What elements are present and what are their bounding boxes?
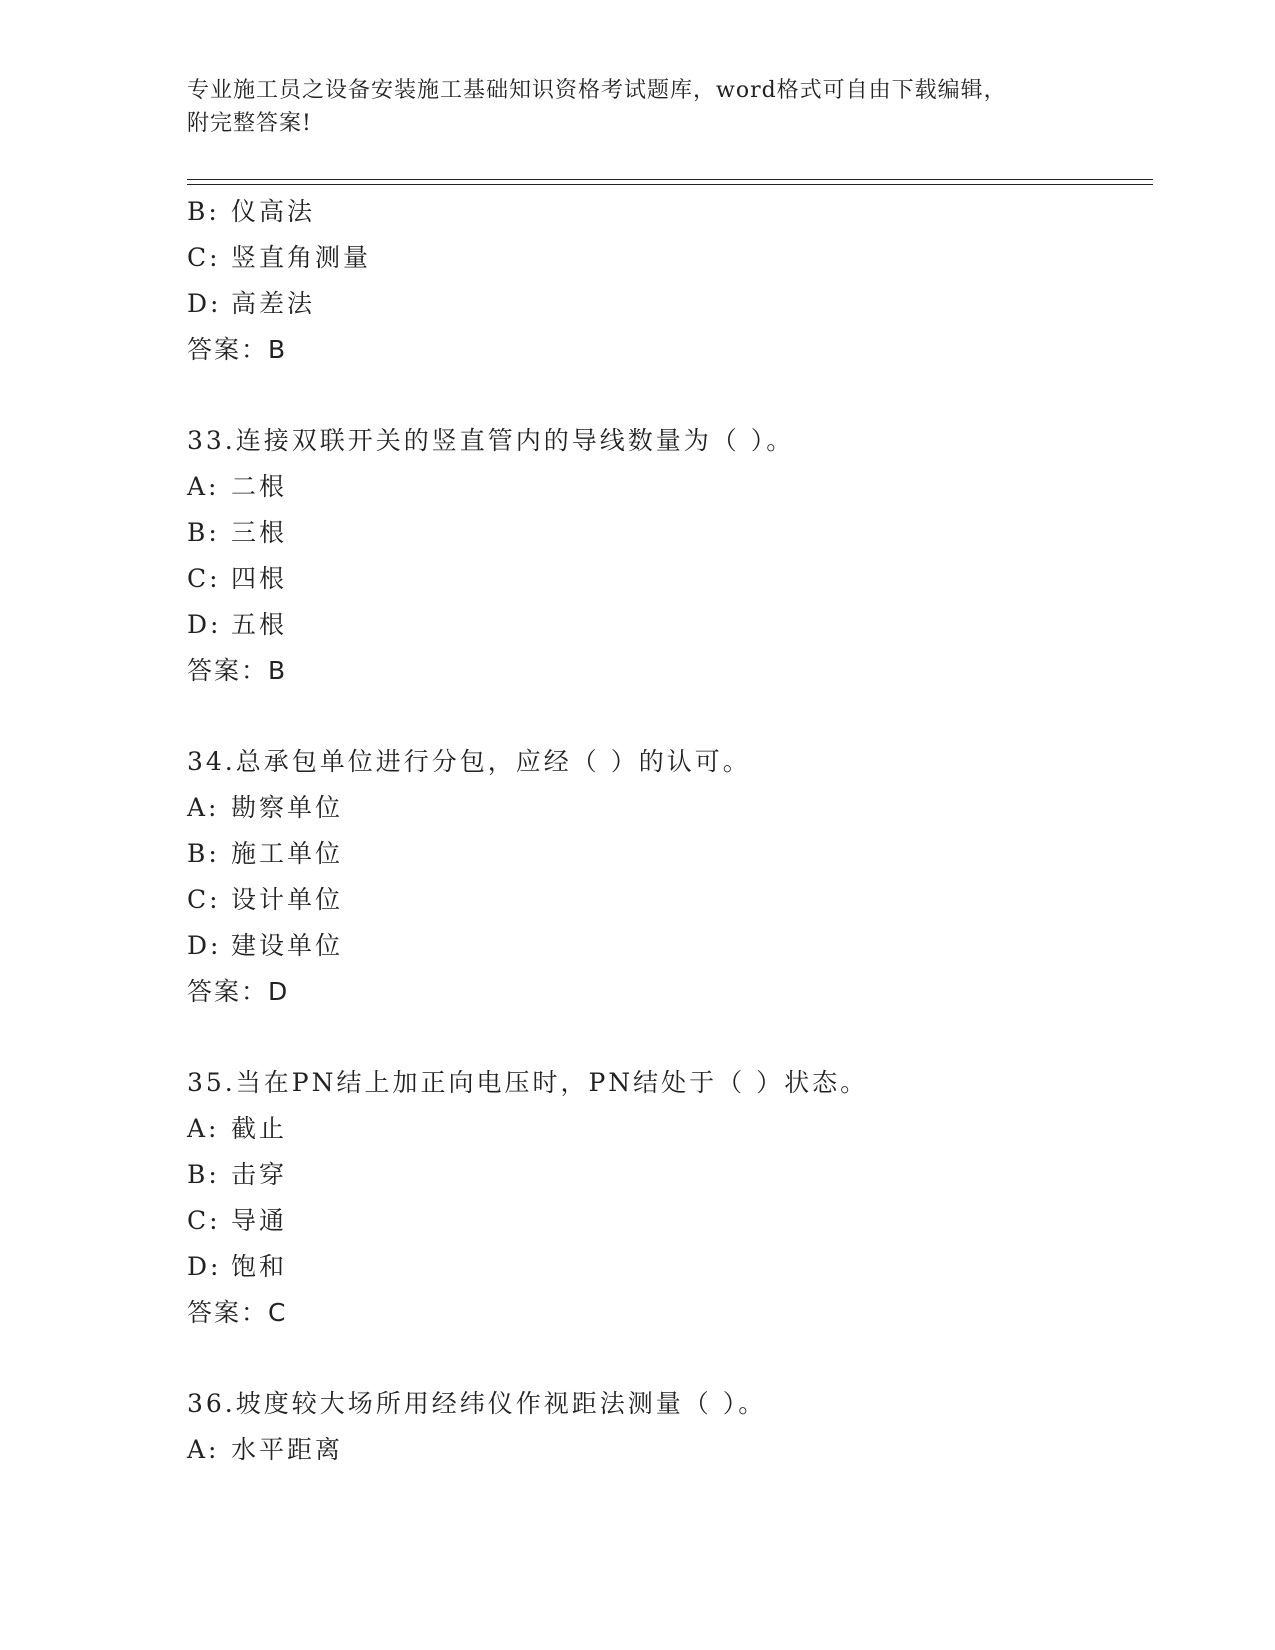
option-label: C: (187, 243, 221, 272)
option-d (187, 602, 1153, 648)
option-b (187, 831, 1153, 877)
option-label: C: (187, 885, 221, 914)
option-label: A: (187, 1114, 220, 1143)
question-text: 35.当在PN结上加正向电压时，PN结处于（ ）状态。 (187, 1068, 869, 1097)
option-text: 五根 (231, 610, 288, 639)
question-text: 33.连接双联开关的竖直管内的导线数量为（ ）。 (187, 426, 795, 455)
header-title-line-2: 附完整答案! (187, 111, 312, 136)
option-a (187, 464, 1153, 510)
answer-line: 答案：B (187, 656, 288, 685)
answer-line: 答案：B (187, 335, 288, 364)
question-text: 34.总承包单位进行分包，应经（ ）的认可。 (187, 747, 751, 776)
option-text: 竖直角测量 (231, 243, 372, 272)
question-block-32 (187, 189, 1153, 373)
answer-line: 答案：C (187, 1298, 288, 1327)
question-block-36 (187, 1381, 1153, 1473)
option-a (187, 785, 1153, 831)
question-list (187, 189, 1153, 1473)
option-label: B: (187, 518, 220, 547)
option-label: A: (187, 472, 220, 501)
option-c (187, 1198, 1153, 1244)
option-c (187, 877, 1153, 923)
option-label: C: (187, 1206, 221, 1235)
question-text: 36.坡度较大场所用经纬仪作视距法测量（ ）。 (187, 1389, 767, 1418)
option-label: B: (187, 839, 220, 868)
option-label: D: (187, 1252, 222, 1281)
question-block-33 (187, 418, 1153, 694)
option-text: 饱和 (231, 1252, 288, 1281)
option-text: 击穿 (231, 1160, 288, 1189)
option-b (187, 510, 1153, 556)
option-text: 仪高法 (231, 197, 316, 226)
block-spacer (187, 1015, 1153, 1060)
option-text: 建设单位 (231, 931, 344, 960)
option-text: 二根 (231, 472, 288, 501)
option-label: B: (187, 1160, 220, 1189)
option-text: 高差法 (231, 289, 316, 318)
header-divider-top (187, 179, 1153, 180)
option-label: D: (187, 610, 222, 639)
option-text: 导通 (231, 1206, 288, 1235)
option-text: 截止 (231, 1114, 288, 1143)
option-text: 三根 (231, 518, 288, 547)
option-b (187, 189, 1153, 235)
document-header (187, 74, 1087, 140)
answer-line: 答案：D (187, 977, 290, 1006)
option-text: 设计单位 (231, 885, 344, 914)
option-label: D: (187, 931, 222, 960)
option-d (187, 923, 1153, 969)
option-b (187, 1152, 1153, 1198)
block-spacer (187, 373, 1153, 418)
block-spacer (187, 694, 1153, 739)
option-c (187, 556, 1153, 602)
option-text: 水平距离 (231, 1435, 344, 1464)
option-a (187, 1427, 1153, 1473)
option-d (187, 281, 1153, 327)
option-d (187, 1244, 1153, 1290)
option-label: D: (187, 289, 222, 318)
option-label: C: (187, 564, 221, 593)
header-title-line-1: 专业施工员之设备安装施工基础知识资格考试题库，word格式可自由下载编辑， (187, 78, 1007, 103)
header-divider-bottom (187, 184, 1153, 185)
question-block-34 (187, 739, 1153, 1015)
option-label: A: (187, 1435, 220, 1464)
option-label: B: (187, 197, 220, 226)
option-a (187, 1106, 1153, 1152)
option-c (187, 235, 1153, 281)
option-text: 勘察单位 (231, 793, 344, 822)
option-text: 四根 (231, 564, 288, 593)
question-block-35 (187, 1060, 1153, 1336)
option-text: 施工单位 (231, 839, 344, 868)
block-spacer (187, 1336, 1153, 1381)
option-label: A: (187, 793, 220, 822)
